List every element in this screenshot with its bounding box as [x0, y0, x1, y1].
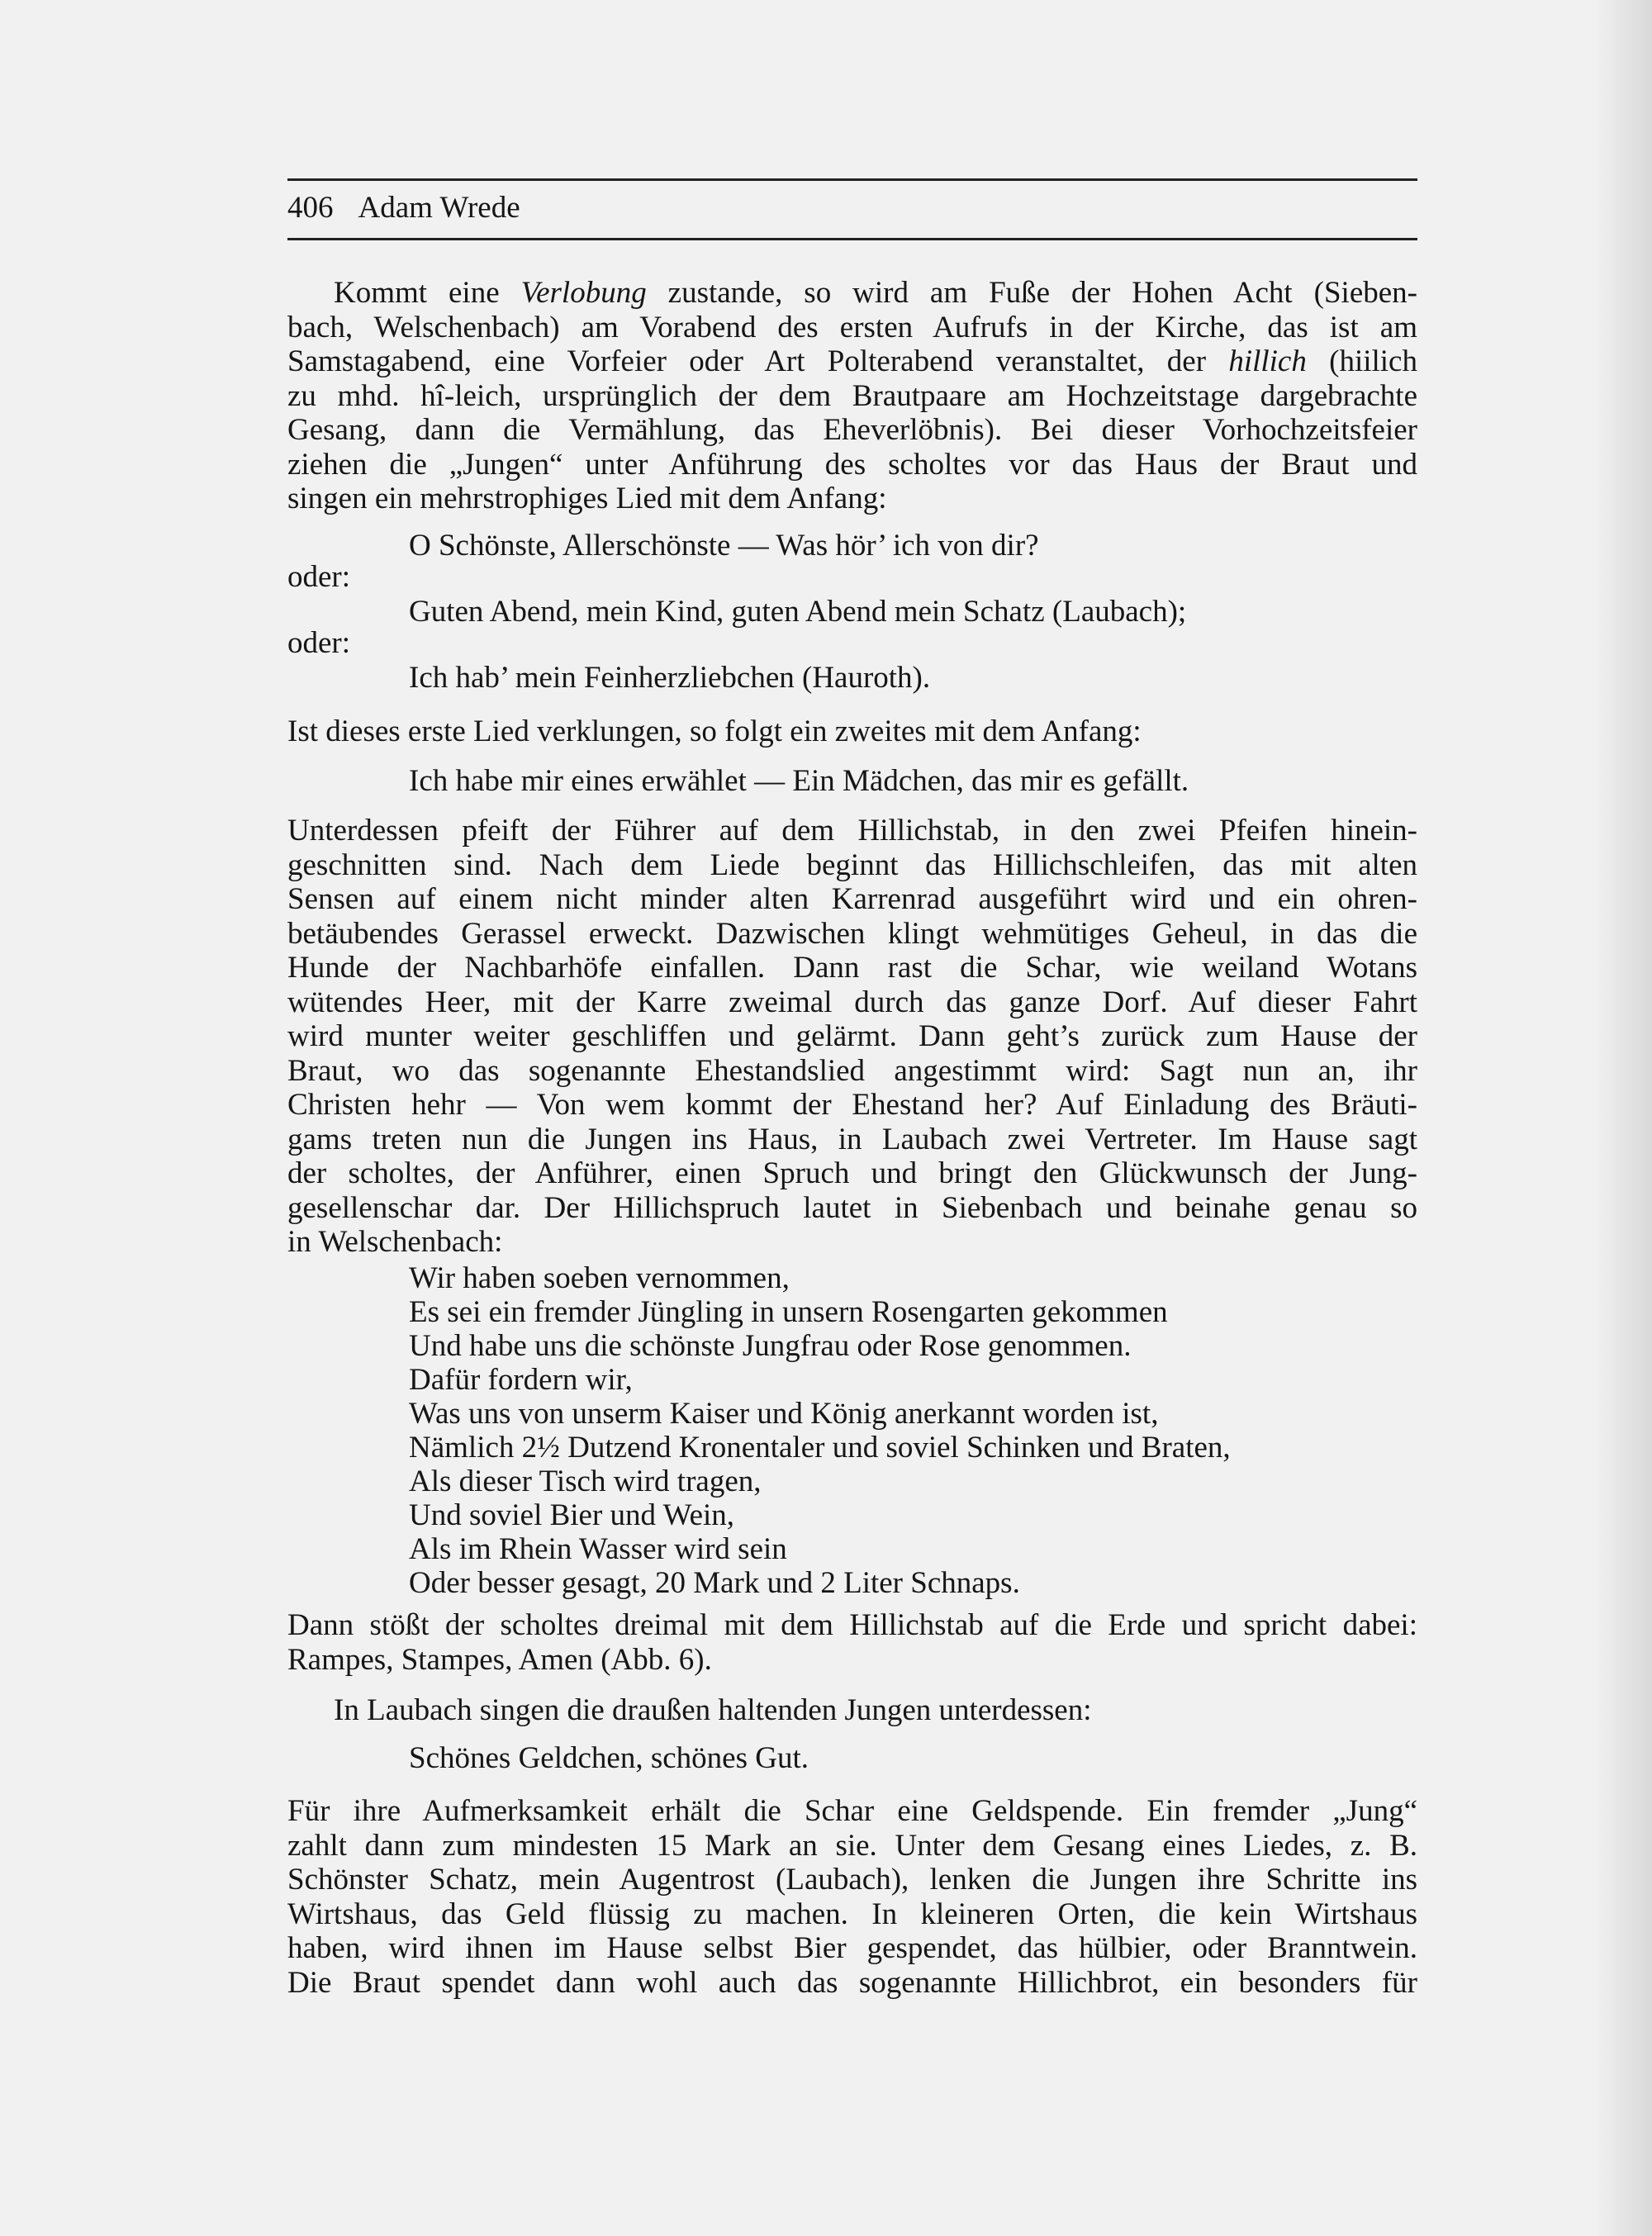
header-rule-top — [287, 178, 1417, 181]
hillichspruch-verse — [409, 1261, 1231, 1600]
header-rule-bottom — [287, 238, 1417, 240]
verse-line: Was uns von unserm Kaiser und König anerkannt worden ist, — [409, 1397, 1159, 1431]
text-line: Braut, wo das sogenannte Ehestandslied angestimmt wird: Sagt nun an, ihr — [287, 1053, 1417, 1088]
page-edge-shadow — [1594, 0, 1652, 2236]
verse-line: Wir haben soeben vernommen, — [409, 1261, 790, 1295]
verse-line: Es sei ein fremder Jüngling in unsern Rosengarten gekommen — [409, 1295, 1168, 1329]
verse-line: Als dieser Tisch wird tragen, — [409, 1465, 762, 1498]
text-line: Unterdessen pfeift der Führer auf dem Hillichstab, in den zwei Pfeifen hinein- — [287, 814, 1417, 847]
text-line: zahlt dann zum mindesten 15 Mark an sie. Unter dem Gesang eines Liedes, z. B. — [287, 1828, 1417, 1863]
text-line: Rampes, Stampes, Amen (Abb. 6). — [287, 1642, 712, 1677]
text-line: Samstagabend, eine Vorfeier oder Art Polterabend veranstaltet, der hillich (hiilich — [287, 344, 1417, 378]
text-line: singen ein mehrstrophiges Lied mit dem Anfang: — [287, 482, 887, 515]
text-line: wütendes Heer, mit der Karre zweimal durch das ganze Dorf. Auf dieser Fahrt — [287, 985, 1417, 1019]
verse-line: Als im Rhein Wasser wird sein — [409, 1532, 787, 1566]
paragraph-second-song — [287, 714, 1417, 749]
text-line: wird munter weiter geschliffen und gelärmt. Dann geht’s zurück zum Hause der — [287, 1019, 1417, 1053]
verse-line: Nämlich 2½ Dutzend Kronentaler und soviel Schinken und Braten, — [409, 1431, 1231, 1465]
text-line: ziehen die „Jungen“ unter Anführung des scholtes vor das Haus der Braut und — [287, 447, 1417, 482]
text-line: haben, wird ihnen im Hause selbst Bier gespendet, das hülbier, oder Branntwein. — [287, 1931, 1417, 1965]
song-incipit: Ich habe mir eines erwählet — Ein Mädchen, das mir es gefällt. — [409, 764, 1189, 798]
text-line: Für ihre Aufmerksamkeit erhält die Schar eine Geldspende. Ein fremder „Jung“ — [287, 1794, 1417, 1828]
page-number: 406 — [287, 191, 334, 225]
text-line: Dann stößt der scholtes dreimal mit dem Hillichstab auf die Erde und spricht dabei: — [287, 1608, 1417, 1642]
text-line: Die Braut spendet dann wohl auch das sogenannte Hillichbrot, ein besonders für — [287, 1965, 1417, 2000]
verse-line: Und habe uns die schönste Jungfrau oder Rose genommen. — [409, 1329, 1132, 1363]
text-line: in Welschenbach: — [287, 1225, 503, 1259]
text-line: geschnitten sind. Nach dem Liede beginnt das Hillichschleifen, das mit alten — [287, 847, 1417, 882]
text-line: In Laubach singen die draußen haltenden Jungen unterdessen: — [334, 1693, 1092, 1727]
text-line: gams treten nun die Jungen ins Haus, in Laubach zwei Vertreter. Im Hause sagt — [287, 1122, 1417, 1156]
song-incipit: Guten Abend, mein Kind, guten Abend mein Schatz (Laubach); — [409, 595, 1187, 629]
text-line: bach, Welschenbach) am Vorabend des ersten Aufrufs in der Kirche, das ist am — [287, 310, 1417, 344]
text-line: Hunde der Nachbarhöfe einfallen. Dann rast die Schar, wie weiland Wotans — [287, 951, 1417, 985]
emphasis-verlobung: Verlobung — [520, 276, 647, 310]
running-header — [287, 187, 520, 230]
song-incipit: O Schönste, Allerschönste — Was hör’ ich von dir? — [409, 529, 1039, 563]
paragraph-verlobung — [287, 276, 1417, 516]
oder-label: oder: — [287, 560, 351, 594]
text-line: gesellenschar dar. Der Hillichspruch lautet in Siebenbach und beinahe genau so — [287, 1190, 1417, 1225]
verse-line: Oder besser gesagt, 20 Mark und 2 Liter Schnaps. — [409, 1566, 1020, 1600]
text-line: Wirtshaus, das Geld flüssig zu machen. In kleineren Orten, die kein Wirtshaus — [287, 1897, 1417, 1931]
verse-line: Und soviel Bier und Wein, — [409, 1498, 735, 1532]
song-incipit: Schönes Geldchen, schönes Gut. — [409, 1741, 809, 1775]
text-line: Gesang, dann die Vermählung, das Eheverlöbnis). Bei dieser Vorhochzeitsfeier — [287, 413, 1417, 447]
text-line: Kommt eine Verlobung zustande, so wird am Fuße der Hohen Acht (Sieben- — [334, 276, 1417, 310]
paragraph-hillichschleifen — [287, 814, 1417, 1260]
running-title: Adam Wrede — [358, 191, 520, 225]
paragraph-geldspende — [287, 1794, 1417, 2000]
emphasis-hillich: hillich — [1228, 344, 1307, 378]
text-line: der scholtes, der Anführer, einen Spruch und bringt den Glückwunsch der Jung- — [287, 1156, 1417, 1190]
text-line: Christen hehr — Von wem kommt der Ehestand her? Auf Einladung des Bräuti- — [287, 1088, 1417, 1122]
verse-line: Dafür fordern wir, — [409, 1363, 633, 1397]
text-line: zu mhd. hî-leich, ursprünglich der dem Brautpaare am Hochzeitstage dargebrachte — [287, 378, 1417, 413]
text-line: Schönster Schatz, mein Augentrost (Laubach), lenken die Jungen ihre Schritte ins — [287, 1863, 1417, 1897]
paragraph-rampes — [287, 1608, 1417, 1677]
paragraph-laubach — [287, 1693, 1417, 1728]
text-line: Ist dieses erste Lied verklungen, so folgt ein zweites mit dem Anfang: — [287, 714, 1142, 748]
oder-label: oder: — [287, 626, 351, 660]
text-line: betäubendes Gerassel erweckt. Dazwischen klingt wehmütiges Geheul, in das die — [287, 916, 1417, 951]
text-line: Sensen auf einem nicht minder alten Karrenrad ausgeführt wird und ein ohren- — [287, 882, 1417, 916]
song-incipit: Ich hab’ mein Feinherzliebchen (Hauroth). — [409, 661, 931, 695]
